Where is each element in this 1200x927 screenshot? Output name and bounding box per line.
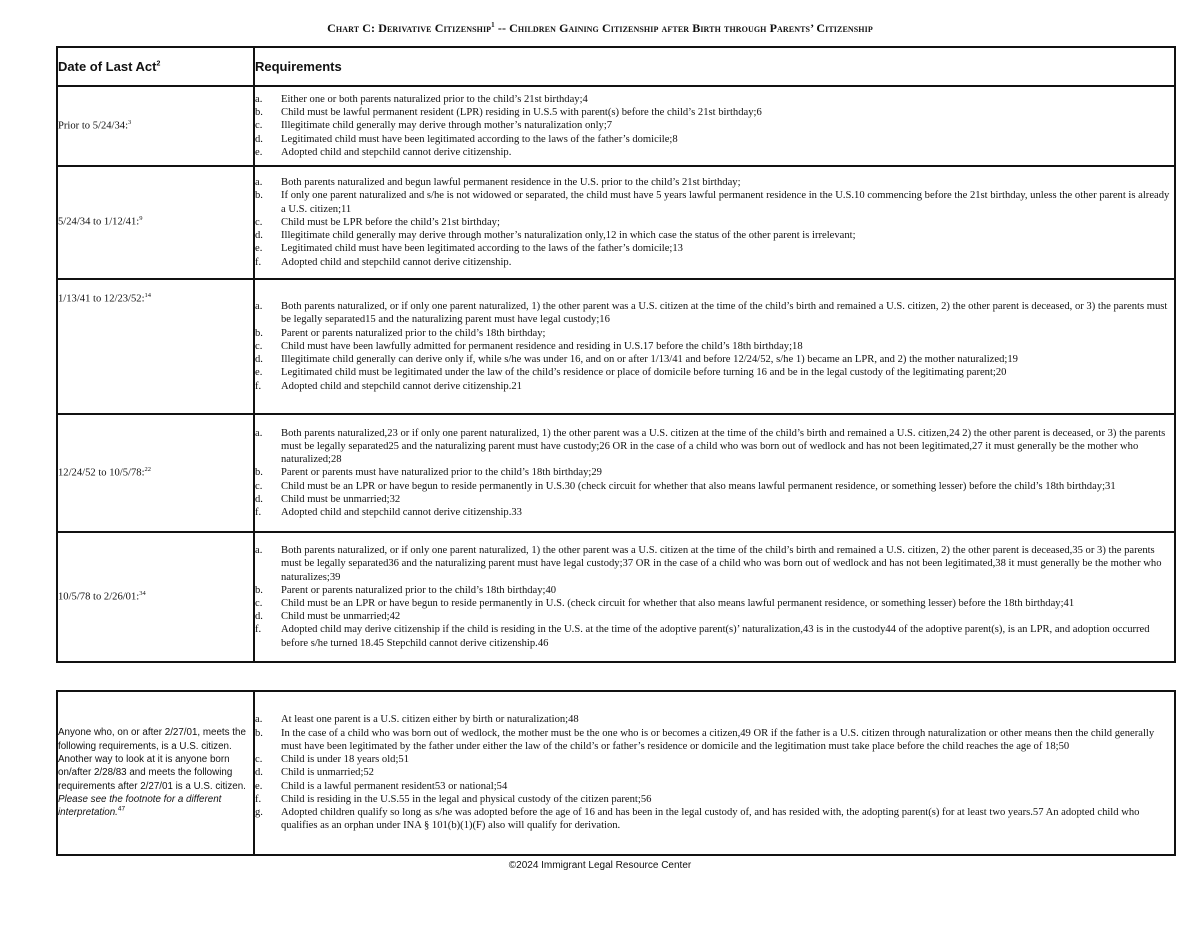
table-row: [57, 86, 1175, 166]
requirement-item: [255, 133, 1174, 146]
date-header-footnote: 2: [156, 60, 161, 68]
row-date-text: Prior to 5/24/34:: [58, 120, 129, 132]
requirement-item: [255, 727, 1174, 753]
requirement-letter: b.: [255, 107, 263, 119]
requirement-letter: e.: [255, 243, 263, 255]
requirement-text: Illegitimate child generally may derive through mother’s naturalization only;7: [281, 120, 613, 132]
requirement-text: Child must be an LPR or have begun to reside permanently in U.S.30 (check circuit for whether that also means lawful permanent residence, or something lesser) before the child’s 18th birthday;31: [281, 480, 1116, 492]
requirement-letter: e.: [255, 146, 263, 158]
requirement-text: Child must have been lawfully admitted for permanent residence and residing in U.S.17 before the child’s 18th birthday;18: [281, 340, 803, 352]
requirement-text: If only one parent naturalized and s/he is not widowed or separated, the child must have 5 years lawful permanent residence in the U.S.10 commencing before the 21st birthday, unless the other parent is already a U.S. citizen;11: [281, 190, 1170, 215]
requirement-letter: d.: [255, 133, 263, 145]
post-2001-description: Anyone who, on or after 2/27/01, meets the following requirements, is a U.S. citizen. Another way to look at it is anyone born on/after 2/28/83 and meets the following requirements after 2/27/01 is a U.S. citizen.: [58, 727, 246, 792]
requirement-item: [255, 242, 1174, 255]
row-date-cell: [57, 414, 254, 532]
requirement-item: [255, 340, 1174, 353]
requirement-letter: e.: [255, 367, 263, 379]
row-date-footnote: 34: [139, 589, 146, 597]
requirement-letter: f.: [255, 256, 262, 268]
row-date-text: 1/13/41 to 12/23/52:: [58, 293, 145, 305]
requirement-text: Child must be LPR before the child’s 21st birthday;: [281, 216, 500, 228]
requirement-letter: a.: [255, 93, 263, 105]
requirement-text: Adopted children qualify so long as s/he was adopted before the age of 16 and has been in the legal custody of, and has resided with, the adopting parent(s) for at least two years.57 An adopted child who qualifies as an orphan under INA § 101(b)(1)(F) also will qualify for derivation.: [281, 807, 1140, 832]
table-row: [57, 166, 1175, 279]
requirement-text: In the case of a child who was born out of wedlock, the mother must be the one who is or becomes a citizen,49 OR if the father is a U.S. citizen through naturalization or other means then the child generally must have been legitimated by the father under either the law of the child’s or father’s residence or domicile and the legitimation must take place before the child reaches the age of 18;50: [281, 727, 1155, 752]
row-date-cell: [57, 166, 254, 279]
requirement-item: [255, 353, 1174, 366]
requirement-letter: b.: [255, 727, 263, 739]
requirement-letter: b.: [255, 467, 263, 479]
row-date-cell: [57, 532, 254, 662]
requirement-letter: b.: [255, 327, 263, 339]
requirement-letter: c.: [255, 598, 263, 609]
requirement-item: [255, 366, 1174, 379]
requirement-letter: a.: [255, 545, 263, 557]
requirement-item: [255, 146, 1174, 159]
requirement-letter: f.: [255, 380, 262, 392]
requirement-item: [255, 544, 1174, 584]
chart-title: [0, 21, 1200, 36]
requirement-letter: d.: [255, 767, 263, 779]
derivative-citizenship-table: [56, 46, 1176, 663]
table-body: [57, 86, 1175, 662]
row-date-footnote: 3: [128, 118, 132, 126]
post-2001-footnote-note: Please see the footnote for a different interpretation.: [58, 793, 222, 819]
requirement-text: Both parents naturalized, or if only one parent naturalized, 1) the other parent was a U.S. citizen at the time of the child’s birth and remained a U.S. citizen, 2) the other parent is deceased,35 or 3) the parents must be legally separated36 and the naturalizing parent must have legal custody;37 OR in the case of a child who was born out of wedlock and has not been legitimated,38 it must generally be the mother who naturalizes;39: [281, 545, 1162, 583]
requirement-text: Legitimated child must have been legitimated according to the laws of the father’s domicile;8: [281, 133, 678, 145]
post-2001-footnote-ref: 47: [117, 806, 126, 814]
requirements-cell: [254, 166, 1175, 279]
requirement-item: [255, 327, 1174, 340]
requirement-text: Child must be an LPR or have begun to reside permanently in U.S. (check circuit for whether that also means lawful permanent residence, or something lesser) before the 18th birthday;41: [281, 598, 1075, 609]
requirement-letter: b.: [255, 584, 263, 596]
requirement-letter: c.: [255, 120, 263, 132]
requirement-item: [255, 380, 1174, 393]
requirement-letter: d.: [255, 493, 263, 505]
requirement-item: [255, 597, 1174, 610]
requirement-item: [255, 106, 1174, 119]
requirement-letter: a.: [255, 714, 263, 726]
requirement-letter: f.: [255, 793, 262, 805]
table-row: [57, 532, 1175, 662]
requirement-letter: d.: [255, 354, 263, 366]
requirement-text: Adopted child may derive citizenship if the child is residing in the U.S. at the time of the adoptive parent(s)’ naturalization,43 is in the custody44 of the adoptive parent(s), is an LPR, and adoption occurred before s/he turned 18.45 Stepchild cannot derive citizenship.46: [281, 624, 1150, 649]
requirement-item: [255, 610, 1174, 623]
requirement-letter: f.: [255, 624, 262, 636]
row-date-cell: [57, 279, 254, 414]
requirement-letter: d.: [255, 230, 263, 242]
requirement-text: Child is residing in the U.S.55 in the legal and physical custody of the citizen parent;56: [281, 793, 652, 805]
chart-title-main: Chart C: Derivative Citizenship: [327, 21, 492, 35]
requirements-list: [255, 300, 1174, 393]
requirement-text: Child is unmarried;52: [281, 767, 374, 779]
requirement-text: At least one parent is a U.S. citizen either by birth or naturalization;48: [281, 714, 579, 726]
requirement-text: Adopted child and stepchild cannot derive citizenship.: [281, 256, 512, 268]
table-row: [57, 279, 1175, 414]
requirement-text: Adopted child and stepchild cannot derive citizenship.21: [281, 380, 522, 392]
chart-title-footnote: 1: [491, 21, 495, 29]
requirement-item: [255, 93, 1174, 106]
copyright-footer: ©2024 Immigrant Legal Resource Center: [508, 860, 692, 871]
requirement-text: Both parents naturalized,23 or if only one parent naturalized, 1) the other parent was a U.S. citizen at the time of the child’s birth and remained a U.S. citizen,24 2) the other parent is deceased, or 3) the parents must be legally separated25 and the naturalizing parent must have custody;26 OR in the case of a child who was born out of wedlock and has not been legitimated,27 it must generally be the mother who naturalized;28: [281, 427, 1166, 466]
requirement-item: [255, 506, 1174, 519]
requirement-item: [255, 623, 1174, 649]
requirements-cell: [254, 532, 1175, 662]
requirements-cell: [254, 414, 1175, 532]
table-row: [57, 691, 1175, 855]
requirement-item: [255, 300, 1174, 326]
row-date-text: 10/5/78 to 2/26/01:: [58, 591, 140, 603]
requirements-list: [255, 93, 1174, 159]
requirements-list: [255, 427, 1174, 520]
requirement-letter: f.: [255, 507, 262, 519]
requirement-item: [255, 584, 1174, 597]
requirement-text: Child must be unmarried;32: [281, 493, 401, 505]
requirement-letter: d.: [255, 611, 263, 623]
requirements-list: [255, 713, 1174, 832]
requirement-text: Both parents naturalized, or if only one parent naturalized, 1) the other parent was a U.S. citizen at the time of the child’s birth and remained a U.S. citizen, 2) the other parent is deceased, or 3) the parents must be legally separated15 and the naturalizing parent must have legal custody;16: [281, 301, 1168, 326]
requirement-text: Either one or both parents naturalized prior to the child’s 21st birthday;4: [281, 93, 588, 105]
requirement-item: [255, 766, 1174, 779]
requirement-letter: a.: [255, 427, 263, 439]
requirements-header: Requirements: [254, 47, 1175, 86]
requirement-text: Adopted child and stepchild cannot derive citizenship.: [281, 146, 512, 158]
requirement-letter: e.: [255, 780, 263, 792]
requirement-item: [255, 189, 1174, 215]
requirement-text: Child is a lawful permanent resident53 or national;54: [281, 780, 508, 792]
table-header-row: [57, 47, 1175, 86]
requirement-item: [255, 427, 1174, 467]
requirement-item: [255, 806, 1174, 832]
row-date-footnote: 14: [144, 292, 152, 299]
post-2001-description-cell: [57, 691, 254, 855]
requirement-item: [255, 256, 1174, 269]
requirement-text: Child must be unmarried;42: [281, 611, 401, 623]
requirement-item: [255, 713, 1174, 726]
requirement-item: [255, 176, 1174, 189]
requirement-letter: c.: [255, 480, 263, 492]
requirement-text: Adopted child and stepchild cannot derive citizenship.33: [281, 507, 522, 519]
requirement-item: [255, 119, 1174, 132]
requirement-item: [255, 229, 1174, 242]
requirement-letter: c.: [255, 340, 263, 352]
requirement-item: [255, 793, 1174, 806]
requirement-text: Legitimated child must be legitimated under the law of the child’s residence or place of domicile before turning 16 and be in the legal custody of the legitimating parent;20: [281, 367, 1007, 379]
requirement-item: [255, 480, 1174, 493]
row-date-footnote: 9: [139, 215, 143, 223]
requirement-letter: a.: [255, 177, 263, 189]
date-header-label: Date of Last Act: [58, 59, 157, 74]
requirement-letter: c.: [255, 754, 263, 766]
requirement-item: [255, 216, 1174, 229]
requirement-text: Both parents naturalized and begun lawful permanent residence in the U.S. prior to the child’s 21st birthday;: [281, 177, 741, 189]
post-2001-citizenship-table: [56, 690, 1176, 856]
requirements-list: [255, 544, 1174, 650]
row-date-text: 12/24/52 to 10/5/78:: [58, 467, 145, 479]
requirement-letter: b.: [255, 190, 263, 202]
requirement-letter: g.: [255, 807, 263, 819]
row-date-footnote: 22: [144, 465, 152, 473]
row-date-cell: [57, 86, 254, 166]
requirement-text: Legitimated child must have been legitimated according to the laws of the father’s domicile;13: [281, 243, 683, 255]
requirement-text: Illegitimate child generally may derive through mother’s naturalization only,12 in which case the status of the other parent is irrelevant;: [281, 230, 856, 242]
requirements-cell: [254, 86, 1175, 166]
requirement-item: [255, 753, 1174, 766]
date-of-last-act-header: [57, 47, 254, 86]
requirement-text: Parent or parents naturalized prior to the child’s 18th birthday;: [281, 327, 546, 339]
requirement-item: [255, 780, 1174, 793]
requirement-text: Illegitimate child generally can derive only if, while s/he was under 16, and on or after 1/13/41 and before 12/24/52, s/he 1) became an LPR, and 2) the mother naturalized;19: [281, 354, 1018, 366]
requirement-letter: a.: [255, 301, 263, 313]
row-date-text: 5/24/34 to 1/12/41:: [58, 216, 140, 228]
requirement-text: Parent or parents naturalized prior to the child’s 18th birthday;40: [281, 584, 557, 596]
requirement-text: Parent or parents must have naturalized prior to the child’s 18th birthday;29: [281, 467, 602, 479]
table-row: [57, 414, 1175, 532]
requirements-cell: [254, 691, 1175, 855]
requirement-text: Child is under 18 years old;51: [281, 754, 409, 766]
requirement-item: [255, 466, 1174, 479]
requirement-item: [255, 493, 1174, 506]
requirements-cell: [254, 279, 1175, 414]
requirement-text: Child must be lawful permanent resident (LPR) residing in U.S.5 with parent(s) before the child’s 21st birthday;6: [281, 107, 762, 119]
requirements-list: [255, 176, 1174, 269]
requirement-letter: c.: [255, 216, 263, 228]
chart-title-rest: -- Children Gaining Citizenship after Birth through Parents’ Citizenship: [494, 21, 873, 35]
